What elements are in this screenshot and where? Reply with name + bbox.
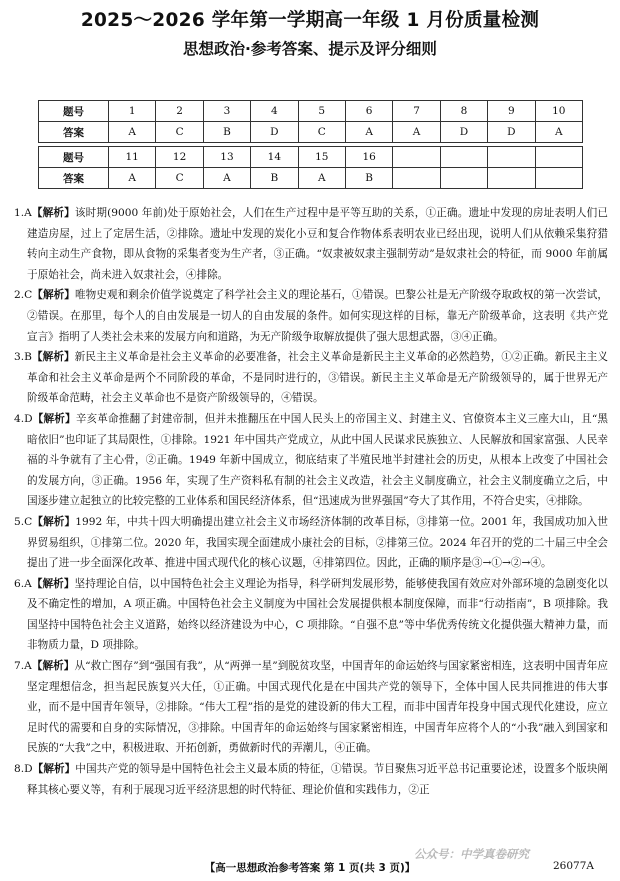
answer-cell: D	[488, 122, 535, 143]
answer-cell	[393, 168, 440, 189]
answer-cell	[535, 168, 582, 189]
table-row	[39, 101, 583, 122]
item-number: 2.C	[14, 289, 33, 302]
question-number: 8	[440, 101, 487, 122]
question-number: 13	[203, 147, 250, 168]
explanation-list	[14, 203, 608, 800]
question-number: 3	[203, 101, 250, 122]
question-number: 15	[298, 147, 345, 168]
table-row	[39, 122, 583, 143]
page-title: 2025～2026 学年第一学期高一年级 1 月份质量检测	[80, 10, 540, 31]
question-number: 2	[156, 101, 203, 122]
question-number: 6	[345, 101, 392, 122]
explanation-item	[14, 285, 608, 347]
explanation-item	[14, 203, 608, 285]
question-number: 7	[393, 101, 440, 122]
question-number: 4	[251, 101, 298, 122]
answer-cell: A	[535, 122, 582, 143]
question-number: 9	[488, 101, 535, 122]
answer-cell	[440, 168, 487, 189]
question-number	[393, 147, 440, 168]
item-number: 5.C	[14, 515, 33, 528]
analysis-tag: 【解析】	[31, 660, 75, 673]
page-subtitle: 思想政治·参考答案、提示及评分细则	[183, 40, 437, 58]
question-number: 16	[345, 147, 392, 168]
item-text: 从“救亡图存”到“强国有我”，从“两弹一星”到脱贫攻坚，中国青年的命运始终与国家紧密相连，这表明中国青年应坚定理想信念，担当起民族复兴大任，①正确。中国式现代化是在中国共产党的领导下，全体中国人民共同推进的伟大事业，而不是中国青年领导，②排除。“伟大工程”指的是党的建设新的伟大工程，而非中国青年投身中国式现代化建设，应立足时代的需要和自身的实际情况，③排除。中国青年的命运始终与国家紧密相连，中国青年应将个人的“小我”融入到国家和民族的“大我”之中，积极进取、开拓创新，勇做新时代的弄潮儿，④正确。	[27, 660, 609, 755]
question-number: 5	[298, 101, 345, 122]
answer-cell: A	[109, 168, 156, 189]
question-number	[488, 147, 535, 168]
explanation-item	[14, 512, 608, 574]
row-header: 题号	[39, 101, 109, 122]
question-number: 11	[109, 147, 156, 168]
question-number	[440, 147, 487, 168]
question-number: 12	[156, 147, 203, 168]
answer-cell: A	[109, 122, 156, 143]
page-footer: 【高一思想政治参考答案 第 1 页(共 3 页)】	[204, 862, 416, 874]
item-text: 中国共产党的领导是中国特色社会主义最本质的特征，①错误。节目聚焦习近平总书记重要论述，设置多个版块阐释其核心要义等，有利于展现习近平经济思想的时代特征、理论价值和实践伟力，②正	[27, 763, 608, 796]
analysis-tag: 【解析】	[31, 207, 75, 219]
item-text: 1992 年，中共十四大明确提出建立社会主义市场经济体制的改革目标，③排第一位。2001 年，我国成功加入世界贸易组织，①排第二位。2020 年，我国实现全面建成小康社会的目标，②排第三位。2024 年召开的党的二十届三中全会提出了进一步全面深化改革、推进中国式现代化的核心议题，④排第四位。因此，正确的顺序是③→①→②→④。	[27, 515, 609, 570]
analysis-tag: 【解析】	[32, 412, 76, 425]
analysis-tag: 【解析】	[32, 763, 76, 776]
answer-cell: D	[440, 122, 487, 143]
question-number: 14	[251, 147, 298, 168]
analysis-tag: 【解析】	[31, 351, 75, 364]
explanation-item	[14, 409, 608, 512]
explanation-item	[14, 759, 608, 800]
answer-cell: A	[203, 168, 250, 189]
answer-cell: B	[203, 122, 250, 143]
answer-cell: C	[298, 122, 345, 143]
row-header: 题号	[39, 147, 109, 168]
item-number: 3.B	[14, 351, 32, 364]
item-text: 新民主主义革命是社会主义革命的必要准备，社会主义革命是新民主主义革命的必然趋势，①②正确。新民主主义革命和社会主义革命是两个不同阶段的革命，不是同时进行的，③错误。新民主主义革命是无产阶级领导的，属于世界无产阶级革命范畴，社会主义革命也不是资产阶级领导的，④错误。	[27, 351, 608, 405]
row-header: 答案	[39, 122, 109, 143]
explanation-item	[14, 347, 608, 409]
answer-cell: D	[251, 122, 298, 143]
answer-cell: B	[345, 168, 392, 189]
item-number: 8.D	[14, 763, 33, 776]
analysis-tag: 【解析】	[32, 289, 75, 302]
item-text: 该时期(9000 年前)处于原始社会，人们在生产过程中是平等互助的关系，①正确。遗址中发现的房址表明人们已建造房屋，过上了定居生活，②排除。遗址中发现的炭化小豆和复合作物体系表明农业已经出现，说明人们从依赖采集狩猎转向主动生产食物，即从食物的采集者变为生产者，③正确。“奴隶被奴隶主强制劳动”是奴隶社会的特征，而 9000 年前属于原始社会，尚未进入奴隶社会，④排除。	[27, 207, 608, 281]
item-text: 唯物史观和剩余价值学说奠定了科学社会主义的理论基石，①错误。巴黎公社是无产阶级夺取政权的第一次尝试，②错误。在那里，每个人的自由发展是一切人的自由发展的条件。如何实现这样的目标，靠无产阶级革命，这表明《共产党宣言》指明了人类社会未来的发展方向和道路，为无产阶级争取解放提供了强大思想武器，③④正确。	[27, 289, 609, 343]
watermark: 公众号：中学真卷研究	[414, 847, 529, 861]
analysis-tag: 【解析】	[32, 515, 76, 528]
analysis-tag: 【解析】	[31, 577, 75, 590]
answer-cell: A	[345, 122, 392, 143]
item-number: 4.D	[14, 412, 33, 425]
answer-table	[38, 100, 583, 189]
item-text: 辛亥革命推翻了封建帝制，但并未推翻压在中国人民头上的帝国主义、封建主义、官僚资本主义三座大山，且“黑暗依旧”也印证了其局限性，①排除。1921 年中国共产党成立，从此中国人民谋求民族独立、人民解放和国家富强、人民幸福的斗争就有了主心骨，②正确。1949 年新中国成立，彻底结束了半殖民地半封建社会的历史，从根本上改变了中国社会的发展方向，③正确。1956 年，实现了生产资料私有制的社会主义改造，社会主义制度确立，社会主义制度确立之后，中国逐步建立起独立的比较完整的工业体系和国民经济体系，但“迅速成为世界强国”夸大了其作用，不符合史实，④排除。	[27, 412, 608, 508]
table-row	[39, 168, 583, 189]
item-text: 坚持理论自信，以中国特色社会主义理论为指导，科学研判发展形势，能够使我国有效应对外部环境的急剧变化以及不确定性的增加，A 项正确。中国特色社会主义制度为中国社会发展提供根本制度保障，而非“行动指南”，B 项排除。我国坚持中国特色社会主义道路，始终以经济建设为中心，C 项排除。“自强不息”等中华优秀传统文化提供强大精神力量，而非物质力量，D 项排除。	[27, 577, 608, 652]
answer-cell: A	[393, 122, 440, 143]
item-number: 1.A	[14, 207, 32, 219]
document-code: 26077A	[553, 860, 594, 872]
question-number: 10	[535, 101, 582, 122]
answer-cell: B	[251, 168, 298, 189]
question-number: 1	[109, 101, 156, 122]
item-number: 7.A	[14, 660, 32, 673]
answer-cell: A	[298, 168, 345, 189]
explanation-item	[14, 574, 608, 656]
question-number	[535, 147, 582, 168]
item-number: 6.A	[14, 577, 32, 590]
table-row	[39, 147, 583, 168]
answer-cell	[488, 168, 535, 189]
row-header: 答案	[39, 168, 109, 189]
answer-cell: C	[156, 168, 203, 189]
answer-cell: C	[156, 122, 203, 143]
explanation-item	[14, 656, 608, 759]
